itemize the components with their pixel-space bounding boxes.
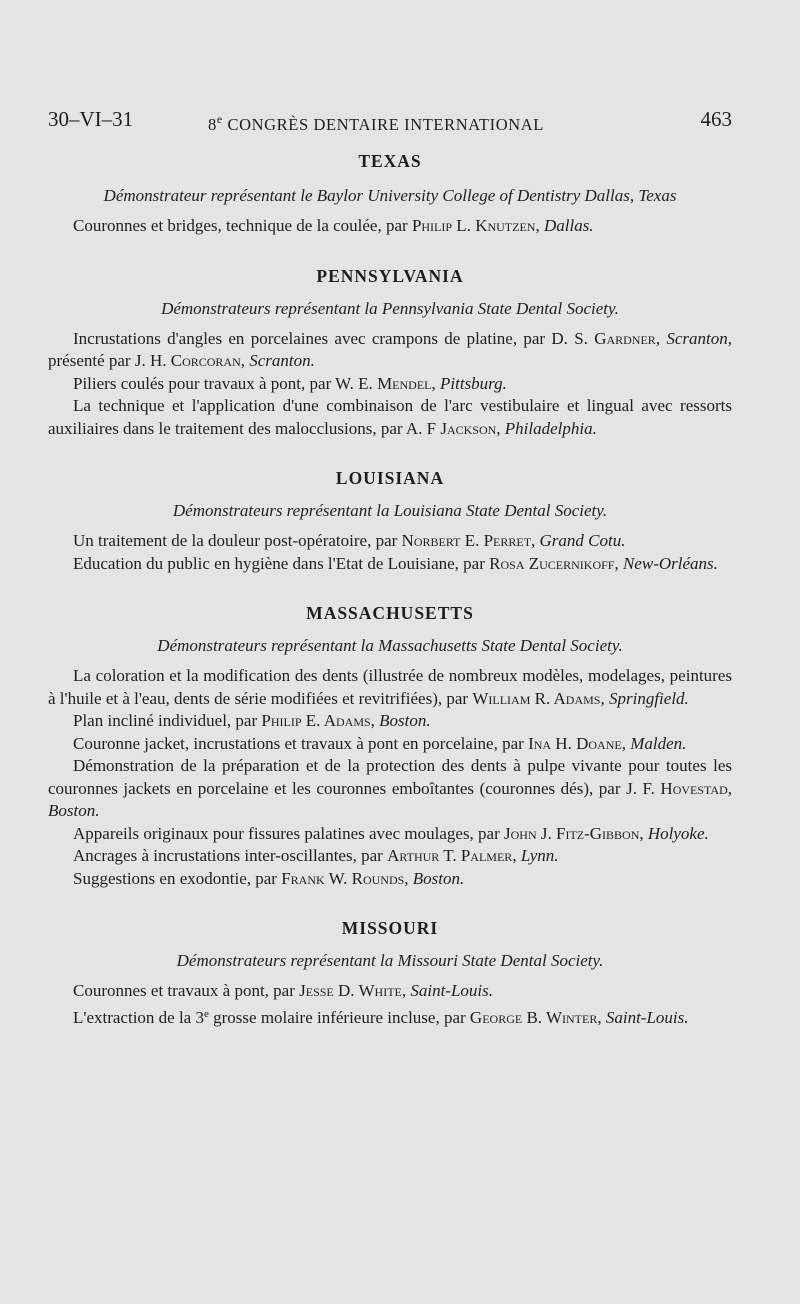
entries-massachusetts (48, 665, 732, 890)
page-number: 463 (700, 107, 732, 131)
author-name: Norbert E. Perret (401, 531, 532, 550)
entry-text: Incrustations d'angles en porcelaines avec crampons de platine, par D. S. (73, 328, 595, 348)
author-name: Gardner (594, 328, 656, 348)
entries-pennsylvania (48, 328, 732, 441)
entry-text: Couronne jacket, incrustations et travaux à pont en porcelaine, par (73, 733, 529, 753)
section-subtitle-missouri: Démonstrateurs représentant la Missouri State Dental Society. (176, 951, 604, 970)
congress-name: CONGRÈS DENTAIRE INTERNATIONAL (222, 115, 544, 134)
city-name: Lynn. (520, 846, 559, 865)
city-name: Dallas. (543, 216, 594, 235)
section-title-missouri: MISSOURI (341, 918, 439, 938)
author-name: Frank W. Rounds (281, 868, 405, 888)
author-name: Corcoran (170, 351, 241, 370)
entries-missouri (48, 980, 732, 1029)
entry-text: Couronnes et travaux à pont, par (73, 981, 300, 1000)
entry-paragraph (48, 553, 732, 576)
entry-text: , (370, 711, 380, 730)
entries-louisiana (48, 530, 732, 575)
section-subtitle-texas: Démonstrateur représentant le Baylor University College of Dentistry Dallas, Texas (103, 186, 677, 205)
ordinal-suffix: e (216, 112, 223, 126)
entry-text: Ancrages à incrustations inter-oscillantes, par (73, 846, 388, 865)
entry-paragraph (48, 823, 732, 846)
entry-text: Démonstration de la préparation et de la protection des dents à pulpe vivante pour toutes les couronnes jackets en porcelaine et les couronnes emboîtantes (couronnes dés), par J. F. (48, 756, 732, 798)
date-label: 30–VI–31 (48, 107, 134, 131)
city-name: Scranton. (249, 351, 315, 370)
entry-paragraph (48, 530, 732, 553)
entry-paragraph (48, 395, 732, 440)
entry-text: Couronnes et bridges, technique de la coulée, par (73, 216, 412, 235)
section-title-pennsylvania: PENNSYLVANIA (316, 265, 464, 286)
entry-text: Plan incliné individuel, par (73, 711, 262, 730)
city-name: Springfield. (608, 688, 689, 708)
entries-texas (48, 215, 732, 238)
entry-paragraph (48, 328, 732, 373)
entry-text: La technique et l'application d'une combinaison de l'arc vestibulaire et lingual avec ressorts auxiliaires dans le traitement des malocclusions, par A. F (48, 396, 732, 438)
entry-text: , (401, 981, 411, 1000)
author-name: Philip E. Adams (261, 711, 371, 730)
entry-text: , (655, 328, 667, 348)
entry-paragraph (48, 373, 732, 396)
city-name: New-Orléans. (622, 553, 718, 573)
entry-text: , (614, 553, 623, 573)
city-name: Saint-Louis. (605, 1007, 689, 1027)
entry-paragraph (48, 665, 732, 710)
entry-paragraph (48, 710, 732, 733)
entry-text: L'extraction de la 3 (73, 1007, 204, 1027)
author-name: Philip L. Knutzen (411, 216, 536, 235)
entry-text: Suggestions en exodontie, par (73, 868, 282, 888)
entry-text: , (727, 778, 732, 798)
entry-text: , (496, 418, 505, 438)
page-body (48, 149, 732, 1029)
author-name: Arthur T. Palmer (387, 846, 513, 865)
author-name: Ina H. Doane (528, 733, 622, 753)
author-name: Mendel (377, 373, 432, 393)
entry-text: Un traitement de la douleur post-opératoire, par (73, 531, 402, 550)
entry-text: présenté par J. H. (48, 351, 171, 370)
city-name: Pittsburg. (440, 373, 507, 393)
running-head (48, 104, 732, 134)
entry-text: , (535, 216, 544, 235)
city-name: Boston. (412, 868, 465, 888)
city-name: Boston. (379, 711, 431, 730)
author-name: Hovestad (660, 778, 728, 798)
entry-text: , (600, 688, 609, 708)
entry-paragraph (48, 868, 732, 891)
author-name: William R. Adams (472, 688, 601, 708)
congress-number: 8 (208, 115, 217, 134)
entry-paragraph (48, 1003, 732, 1030)
superscript: e (203, 1007, 209, 1020)
entry-text: Education du public en hygiène dans l'Etat de Louisiane, par (73, 553, 490, 573)
author-name: Rosa Zucernikoff (489, 553, 615, 573)
author-name: John J. Fitz-Gibbon (504, 823, 640, 843)
entry-paragraph (48, 755, 732, 823)
section-subtitle-pennsylvania: Démonstrateurs représentant la Pennsylvania State Dental Society. (161, 298, 619, 318)
entry-text: , (512, 846, 521, 865)
city-name: Grand Cotu. (539, 531, 626, 550)
city-name: Saint-Louis. (410, 981, 494, 1000)
city-name: Scranton, (666, 328, 732, 348)
city-name: Philadelphia. (504, 418, 597, 438)
section-title-louisiana: LOUISIANA (335, 468, 445, 488)
section-subtitle-massachusetts: Démonstrateurs représentant la Massachusetts State Dental Society. (157, 636, 623, 655)
entry-text: , (597, 1007, 606, 1027)
entry-text: La coloration et la modification des dents (illustrée de nombreux modèles, modelages, peintures à l'huile et à l'eau, dents de série modifiées et revitrifiées), par (48, 666, 732, 708)
entry-text: , (621, 733, 631, 753)
section-title-texas: TEXAS (358, 151, 422, 171)
author-name: George B. Winter (469, 1007, 598, 1027)
entry-text: , (639, 823, 648, 843)
entry-paragraph (48, 215, 732, 238)
city-name: Boston. (48, 801, 100, 820)
entry-text: , (431, 373, 441, 393)
section-subtitle-louisiana: Démonstrateurs représentant la Louisiana State Dental Society. (172, 501, 608, 520)
entry-text: grosse molaire inférieure incluse, par (208, 1007, 470, 1027)
entry-text: Appareils originaux pour fissures palatines avec moulages, par (73, 823, 505, 843)
entry-text: , (240, 351, 250, 370)
entry-text: , (404, 868, 413, 888)
city-name: Malden. (630, 733, 687, 753)
author-name: Jackson (440, 418, 497, 438)
entry-paragraph (48, 845, 732, 868)
entry-paragraph (48, 733, 732, 756)
author-name: Jesse D. White (299, 981, 402, 1000)
city-name: Holyoke. (647, 823, 709, 843)
entry-text: , (531, 531, 540, 550)
entry-paragraph (48, 980, 732, 1003)
entry-text: Piliers coulés pour travaux à pont, par W. E. (73, 373, 378, 393)
running-title (208, 104, 544, 140)
section-title-massachusetts: MASSACHUSETTS (306, 603, 474, 623)
